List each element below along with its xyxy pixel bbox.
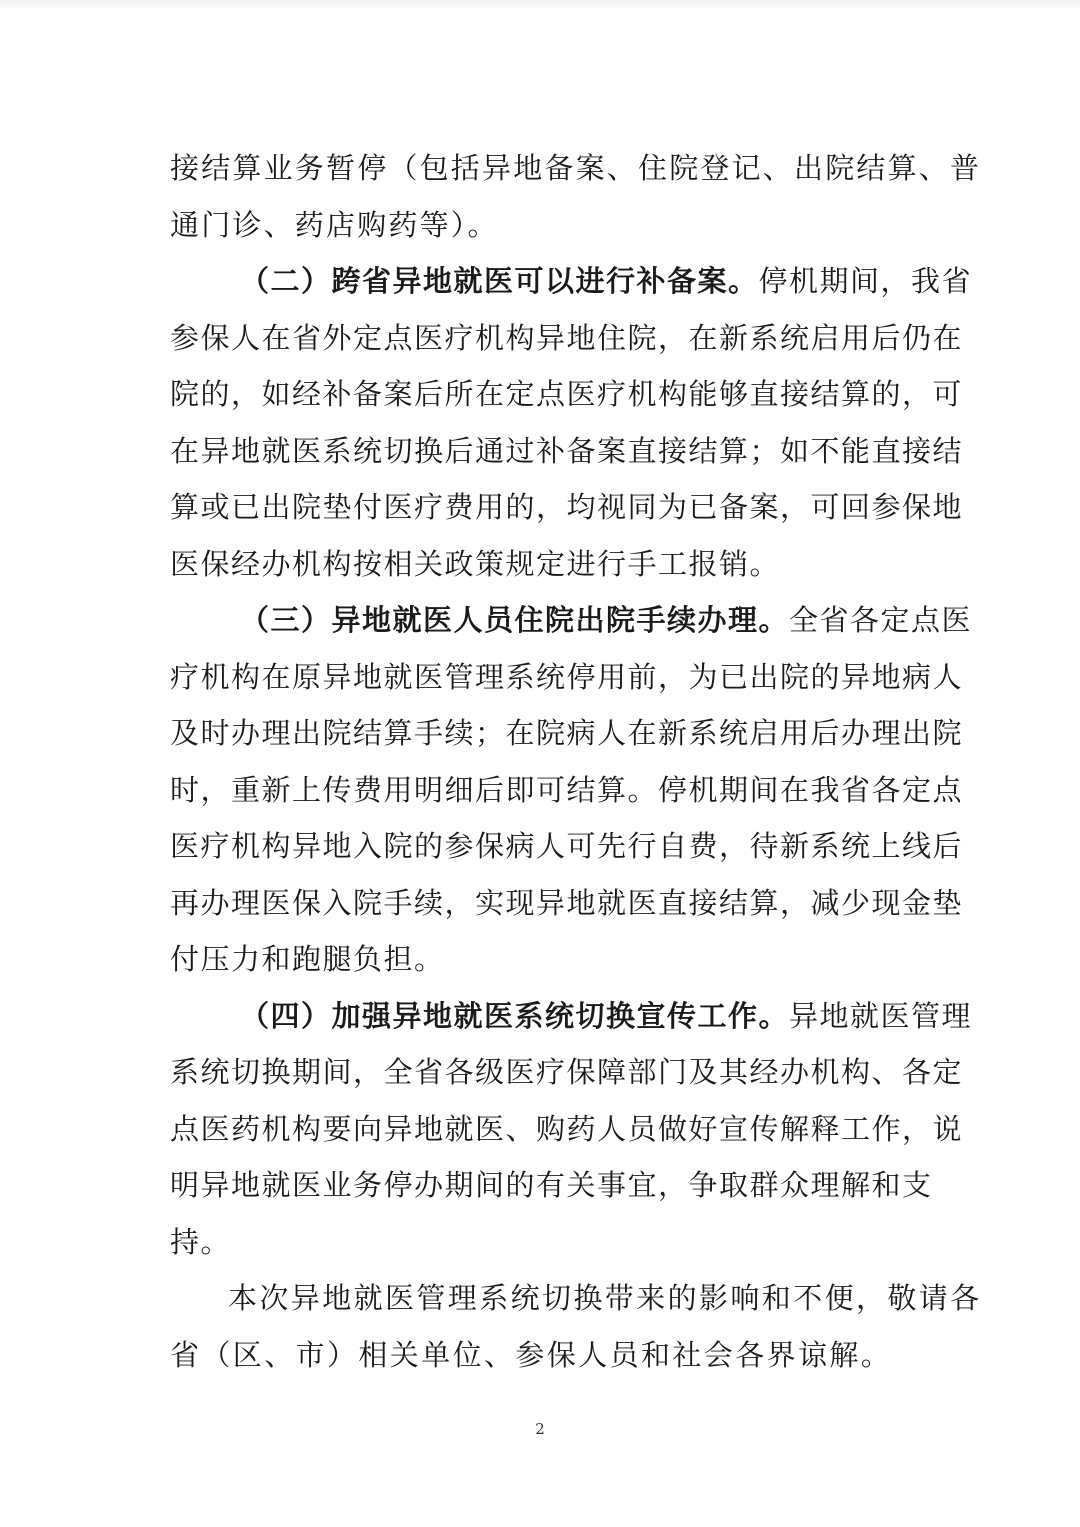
text-span: 异地就医管理 xyxy=(789,998,973,1033)
page-number: 2 xyxy=(535,1420,545,1438)
text-line: 通门诊、药店购药等）。 xyxy=(170,207,499,242)
text-line: 医保经办机构按相关政策规定进行手工报销。 xyxy=(170,546,781,581)
text-line: 及时办理出院结算手续；在院病人在新系统启用后办理出院 xyxy=(170,716,964,750)
text-line: 医疗机构异地入院的参保病人可先行自费，待新系统上线后 xyxy=(170,829,964,863)
text-line: 疗机构在原异地就医管理系统停用前，为已出院的异地病人 xyxy=(170,659,964,694)
paragraph-first-line xyxy=(170,592,973,649)
section-heading: （二）跨省异地就医可以进行补备案。 xyxy=(240,264,759,298)
text-line: 再办理医保入院手续，实现异地就医直接结算，减少现金垫 xyxy=(170,885,964,920)
text-span: 停机期间，我省 xyxy=(758,264,973,298)
text-span: 全省各定点医 xyxy=(789,603,973,637)
text-line: 接结算业务暂停（包括异地备案、住院登记、出院结算、普 xyxy=(170,151,982,185)
text-line: 点医药机构要向异地就医、购药人员做好宣传解释工作，说 xyxy=(170,1111,964,1146)
section-heading: （四）加强异地就医系统切换宣传工作。 xyxy=(240,998,790,1033)
text-line: 系统切换期间，全省各级医疗保障部门及其经办机构、各定 xyxy=(170,1055,964,1089)
section-heading: （三）异地就医人员住院出院手续办理。 xyxy=(240,603,790,637)
document-body xyxy=(170,140,982,1383)
text-line: 付压力和跑腿负担。 xyxy=(170,942,445,976)
text-line: 院的，如经补备案后所在定点医疗机构能够直接结算的，可 xyxy=(170,377,964,411)
text-line: 省（区、市）相关单位、参保人员和社会各界谅解。 xyxy=(170,1337,893,1372)
text-line: 持。 xyxy=(170,1224,232,1259)
text-line: 算或已出院垫付医疗费用的，均视同为已备案，可回参保地 xyxy=(170,490,964,524)
paragraph-first-line xyxy=(170,988,973,1045)
text-line: 明异地就医业务停办期间的有关事宜，争取群众理解和支 xyxy=(170,1168,933,1202)
scan-edge xyxy=(0,0,1080,10)
paragraph-first-line: 本次异地就医管理系统切换带来的影响和不便，敬请各 xyxy=(228,1281,982,1315)
text-line: 在异地就医系统切换后通过补备案直接结算；如不能直接结 xyxy=(170,433,964,468)
text-line: 参保人在省外定点医疗机构异地住院，在新系统启用后仍在 xyxy=(170,320,964,355)
paragraph-first-line xyxy=(170,253,973,310)
text-line: 时，重新上传费用明细后即可结算。停机期间在我省各定点 xyxy=(170,772,964,807)
